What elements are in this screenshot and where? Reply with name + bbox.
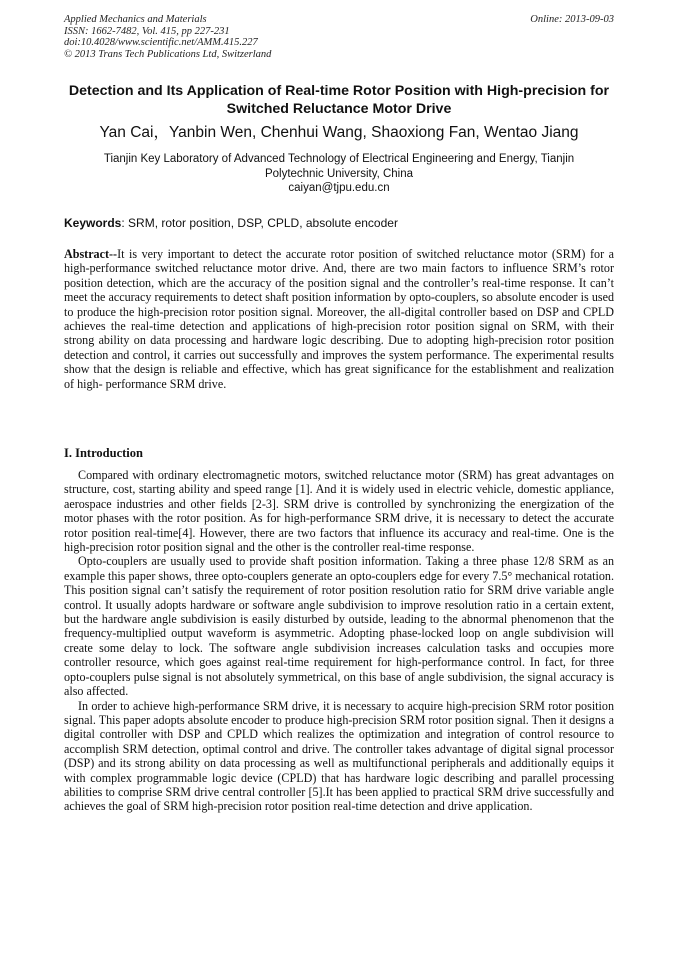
doi-line: doi:10.4028/www.scientific.net/AMM.415.227 [64, 37, 258, 48]
online-date: Online: 2013-09-03 [530, 14, 614, 25]
introduction-body [64, 468, 614, 814]
issn-line: ISSN: 1662-7482, Vol. 415, pp 227-231 [64, 25, 230, 37]
abstract-label: Abstract-- [64, 247, 118, 261]
affiliation [64, 152, 614, 196]
body-paragraph: Compared with ordinary electromagnetic motors, switched reluctance motor (SRM) has great advantages on structure, cost, starting ability and speed range [1]. And it is widely used in electric vehicle, domestic appliance, aerospace industries and other fields [2-3]. SRM drive is controlled by synchronizing the energization of the motor phases with the rotor position. As for high-performance SRM drive, it is necessary to detect the accurate rotor position real-time[4]. However, there are two factors that influence its accuracy and real-time. One is the high-precision rotor position signal and the other is the controller real-time response. [64, 468, 614, 555]
body-paragraph: Opto-couplers are usually used to provide shaft position information. Taking a three phase 12/8 SRM as an example this paper shows, three opto-couplers generate an opto-couplers edge for every 7.5° mechanical rotation. This position signal can’t satisfy the requirement of rotor position resolution ratio for SRM drive variable angle control. It usually adopts hardware or software angle subdivision to improve resolution ratio in a certain extent, but the hardware angle subdivision is easily disturbed by outside, leading to the abnormal phenomenon that the frequency-multiplied output waveform is asymmetric. Adopting phase-locked loop on angle subdivision will create some delay to lock. The software angle subdivision increases calculation tasks and occupies more controller resource, which goes against real-time requirement for high-performance control. In fact, for three opto-couplers pulse signal is not absolutely symmetrical, on this base of angle subdivision, the signal accuracy is also affected. [64, 554, 614, 699]
copyright-line: © 2013 Trans Tech Publications Ltd, Switzerland [64, 48, 272, 60]
journal-header [64, 14, 614, 60]
section-heading-introduction: I. Introduction [64, 446, 143, 460]
abstract [64, 247, 614, 391]
keywords-text: : SRM, rotor position, DSP, CPLD, absolute encoder [121, 216, 398, 230]
affiliation-line: Polytechnic University, China [264, 167, 414, 180]
author-email: caiyan@tjpu.edu.cn [288, 182, 390, 194]
affiliation-line: Tianjin Key Laboratory of Advanced Technology of Electrical Engineering and Energy, Tianjin [103, 153, 575, 165]
paper-title: Detection and Its Application of Real-time Rotor Position with High-precision for Switched Reluctance Motor Drive [68, 83, 610, 117]
body-paragraph: In order to achieve high-performance SRM drive, it is necessary to acquire high-precision SRM rotor position signal. This paper adopts absolute encoder to produce high-precision SRM rotor position signal. Then it designs a digital controller with DSP and CPLD which realizes the optimization and integration of control resource to accomplish SRM detection, optimal control and drive. The controller takes advantage of digital signal processor (DSP) and its strong ability on data processing as well as multifunctional peripherals and additionally equips it with complex programmable logic device (CPLD) that has hardware logic describing and parallel processing abilities to comprise SRM drive central controller [5].It has been applied to practical SRM drive successfully and achieves the goal of SRM high-precision rotor position real-time detection and drive application. [64, 698, 614, 814]
keywords-label: Keywords [64, 216, 122, 230]
abstract-text: It is very important to detect the accurate rotor position of switched reluctance motor (SRM) for a high-performance switched reluctance motor drive. And, there are two main factors to influence SRM’s rotor position detection, which are the accuracy of the position signal and the controller’s real-time response. It can’t meet the accuracy requirements to detect shaft position information by opto-couplers, so absolute encoder is used to produce the high-precision rotor position signal. Moreover, the all-digital controller based on DSP and CPLD achieves the real-time detection and applications of high-precision rotor position signal on SRM, with their strong ability on data processing and hardware logic describing. Due to adopting high-precision rotor position detection and control, it carries out successfully and improves the system performance. The experimental results show that the design is reliable and effective, which has great significance for the establishment and realization of high- performance SRM drive. [64, 247, 614, 391]
author-list: Yan Cai，Yanbin Wen, Chenhui Wang, Shaoxiong Fan, Wentao Jiang [99, 124, 579, 141]
journal-name: Applied Mechanics and Materials [64, 14, 207, 25]
keywords [64, 216, 614, 230]
